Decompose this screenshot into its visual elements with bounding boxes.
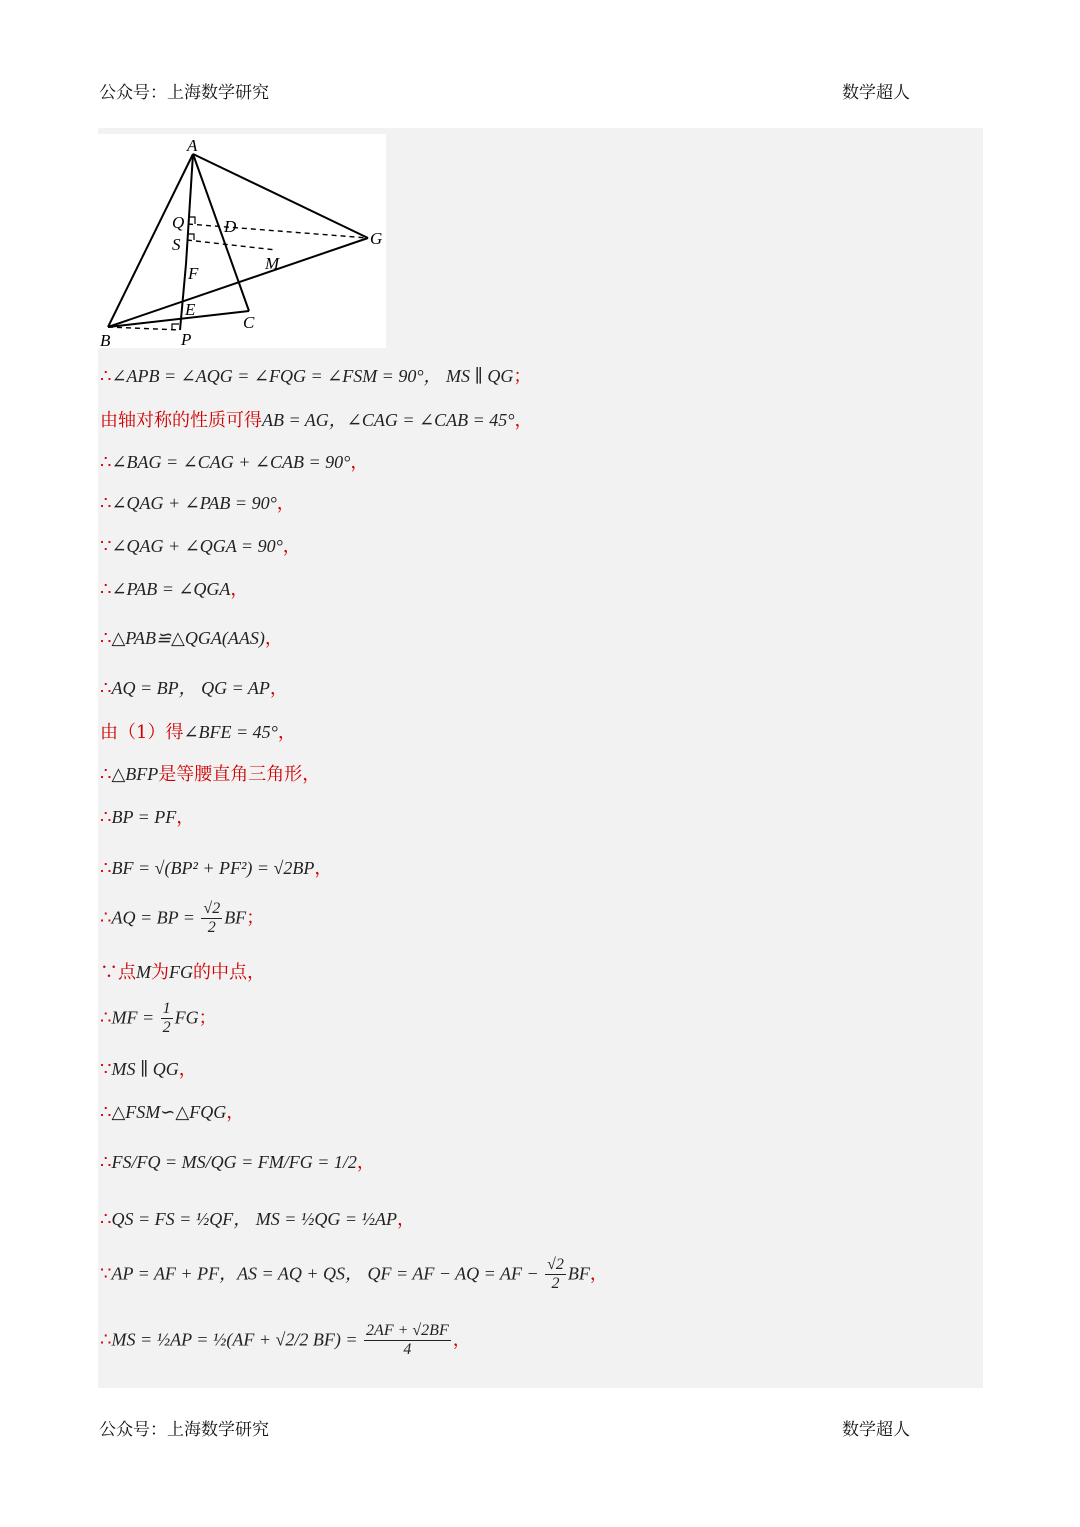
solution-line: ∴∠BAG = ∠CAG + ∠CAB = 90°， [100,452,369,473]
label-e: E [185,300,196,319]
solution-line: ∴BP = PF， [100,807,195,828]
solution-line: ∴AQ = BP， QG = AP， [100,678,288,699]
label-f: F [188,264,199,283]
fraction: $\frac{√2}{2}$ [547,1256,564,1292]
solution-line: ∴△FSM∽△FQG， [100,1102,245,1123]
solution-line: ∴△PAB≌△QGA(AAS)， [100,628,283,649]
label-b: B [100,331,111,348]
solution-line: ∴FS/FQ = MS/QG = FM/FG = 1/2， [100,1152,375,1173]
solution-line: ∴AQ = BP = $\frac{√2}{2}$ BF； [100,900,265,936]
fraction: $\frac{√2}{2}$ [203,900,221,936]
solution-line: 由轴对称的性质可得AB = AG，∠CAG = ∠CAB = 45°， [100,410,533,431]
fraction: $\frac{2AF + √2BF}{4}$ [366,1322,449,1358]
header-left: 公众号：上海数学研究 [99,83,269,103]
label-p: P [181,330,192,348]
solution-line: ∴MS = ½AP = ½(AF + √2/2 BF) = $\frac{2AF + √2BF}{4}$ ， [100,1322,471,1358]
solution-line: ∵∠QAG + ∠QGA = 90°， [100,536,301,557]
label-c: C [243,313,255,332]
solution-line: ∴△BFP是等腰直角三角形， [100,764,321,785]
solution-line: ∵AP = AF + PF，AS = AQ + QS， QF = AF − AQ = AF − $\frac{√2}{2}$ BF， [100,1256,608,1292]
header-right: 数学超人 [842,83,910,103]
solution-line: ∴QS = FS = ½QF， MS = ½QG = ½AP， [100,1209,416,1230]
fraction: $\frac{1}{2}$ [162,1000,171,1036]
footer-left: 公众号：上海数学研究 [99,1420,269,1440]
label-g: G [370,229,383,248]
geometry-diagram [98,134,386,348]
solution-line: ∴MF = $\frac{1}{2}$ FG； [100,1000,217,1036]
label-d: D [224,217,237,236]
solution-line: ∴∠PAB = ∠QGA， [100,579,249,600]
solution-line: ∴∠APB = ∠AQG = ∠FQG = ∠FSM = 90°， MS ∥ QG； [100,366,532,387]
label-q: Q [172,213,185,232]
label-m: M [265,254,280,273]
solution-line: ∴∠QAG + ∠PAB = 90°， [100,493,295,514]
solution-line: ∴BF = √(BP² + PF²) = √2BP， [100,858,333,879]
label-s: S [172,235,181,254]
label-a: A [187,136,198,155]
solution-line: ∵点M为FG的中点， [100,962,265,983]
solution-line: 由（1）得∠BFE = 45°， [100,722,296,743]
geometry-figure [98,134,386,348]
solution-line: ∵MS ∥ QG， [100,1059,197,1080]
footer-right: 数学超人 [842,1420,910,1440]
